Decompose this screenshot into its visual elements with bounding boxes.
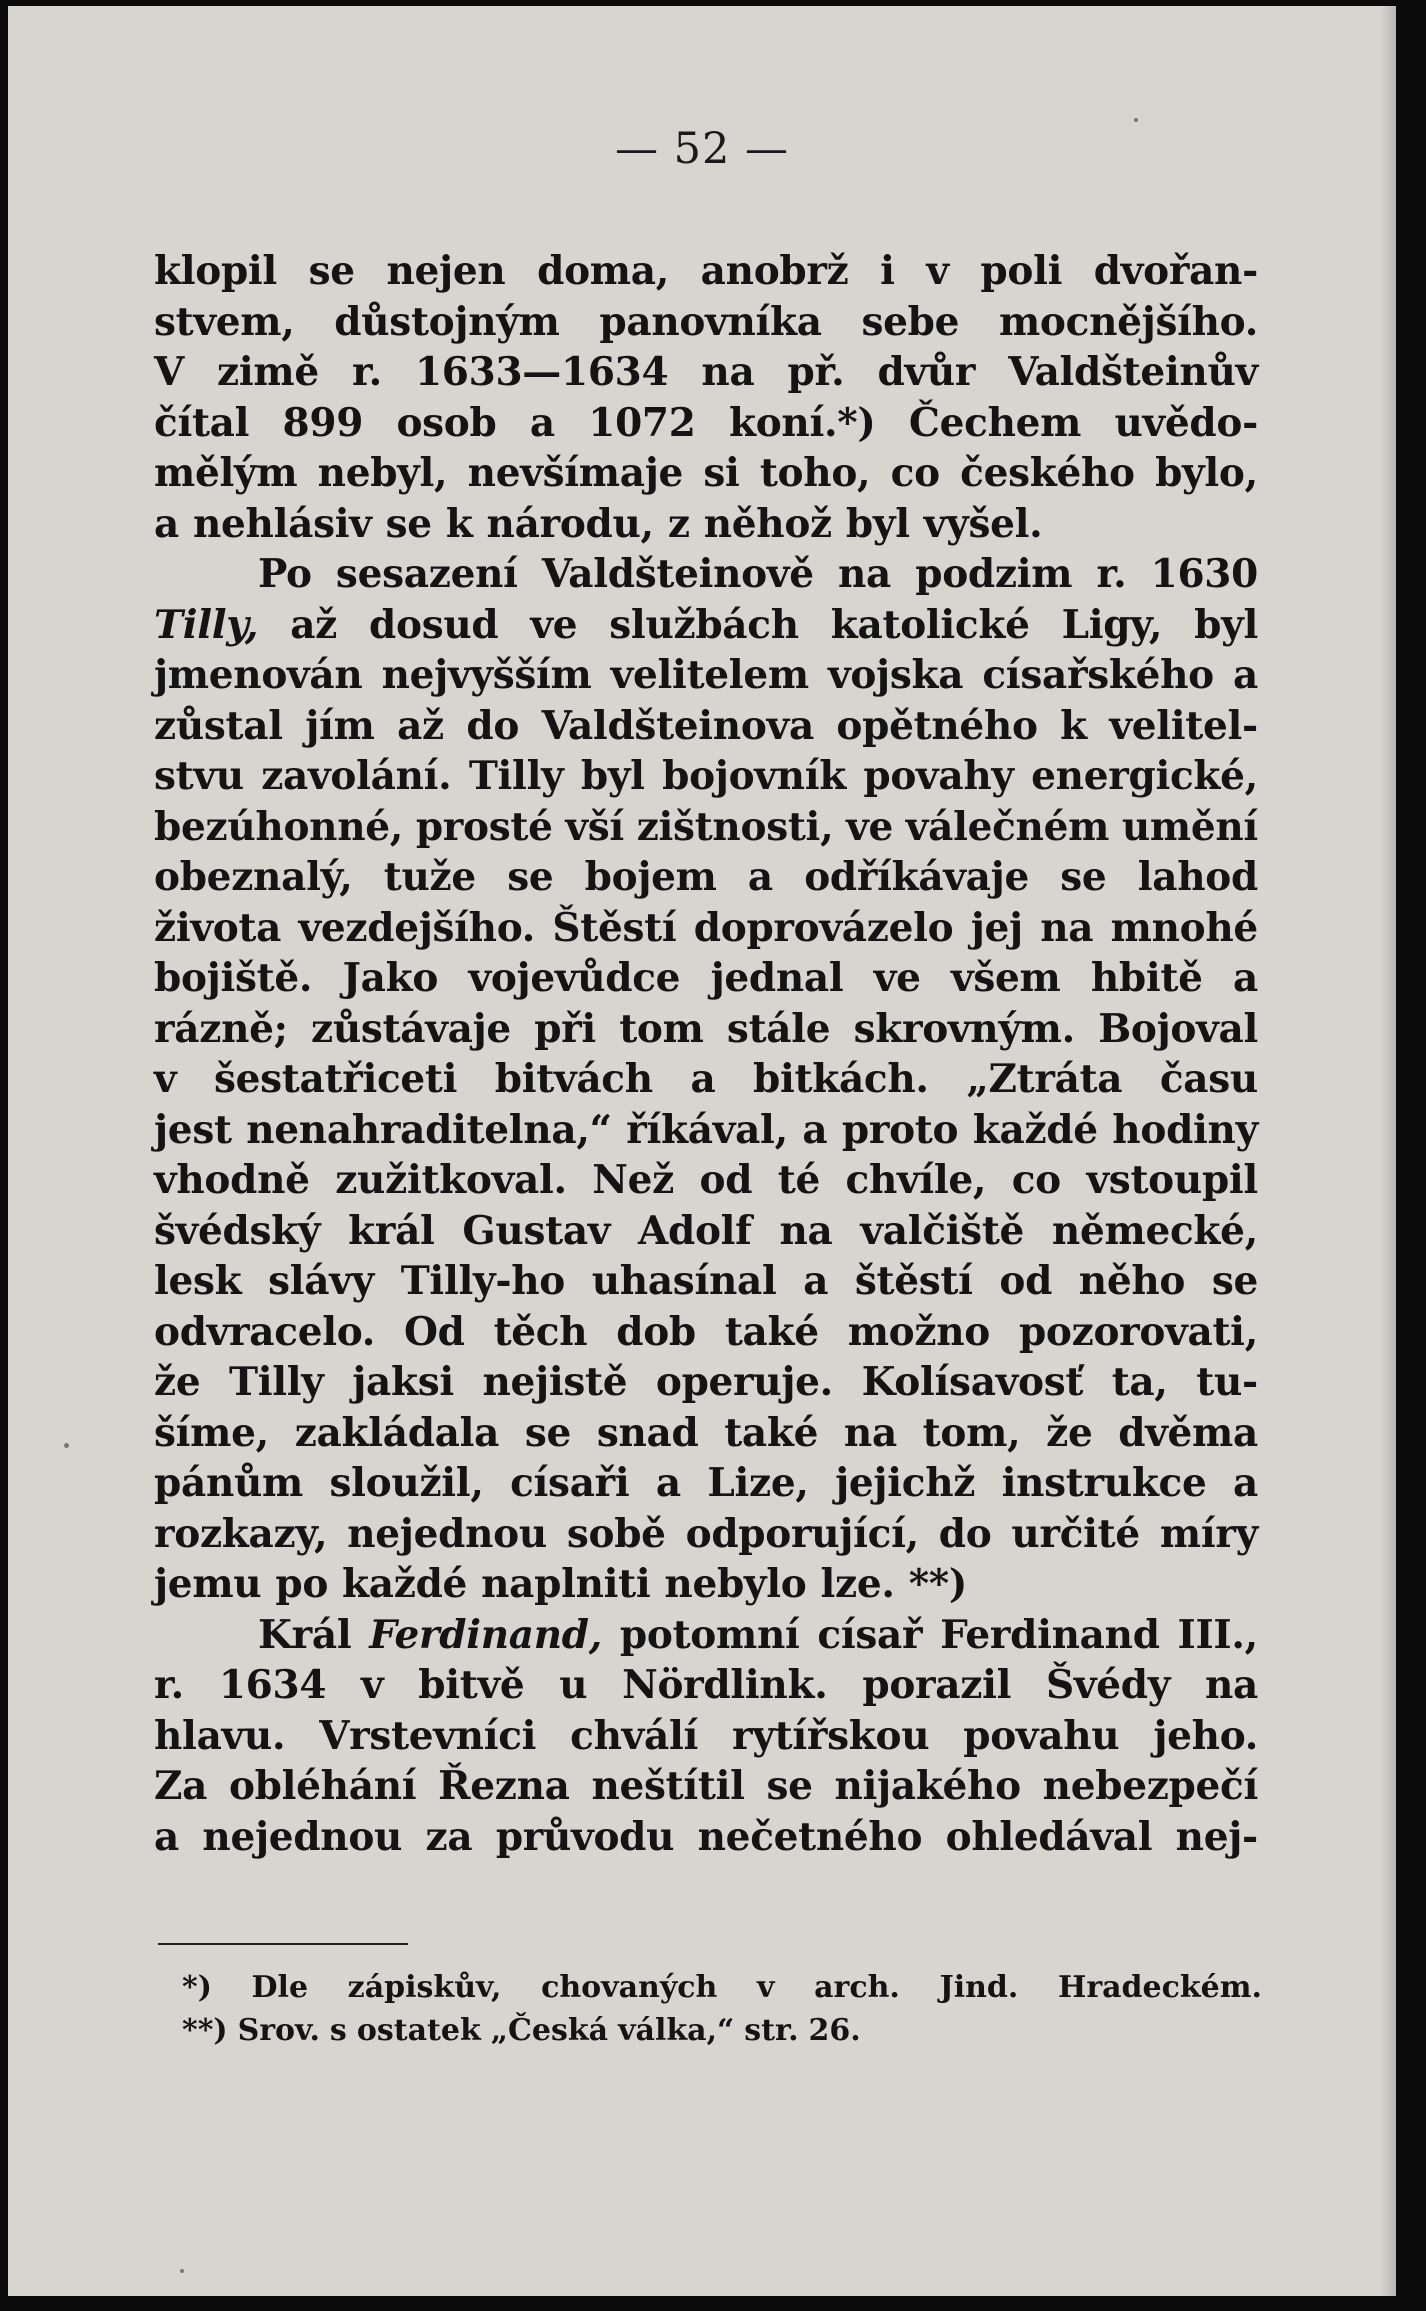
word: vojevůdce (468, 955, 681, 1001)
word: něho (1078, 1258, 1186, 1304)
word: osob (396, 399, 497, 446)
word: rozkazy, (154, 1510, 328, 1557)
word: k (1060, 702, 1087, 749)
word: také (724, 1308, 819, 1355)
word: vezdejšího. (298, 904, 536, 951)
word: Čechem (908, 399, 1082, 446)
word: Po (258, 551, 312, 597)
word: vyšel. (923, 500, 1043, 547)
word: **) (908, 1561, 968, 1607)
word: Gustav (462, 1207, 611, 1254)
word: vší (565, 803, 624, 850)
word: nečetného (697, 1813, 923, 1860)
word: V (154, 349, 184, 395)
word: německé, (1051, 1207, 1258, 1254)
word: po (275, 1561, 329, 1607)
text-line (154, 1054, 1258, 1105)
word: povahu (963, 1712, 1120, 1759)
word: dob (616, 1308, 696, 1355)
word: Ferdinand, (369, 1611, 603, 1658)
word: se (1211, 1258, 1258, 1304)
word: do (466, 702, 520, 749)
word: prosté (415, 803, 553, 850)
paper-speck (1134, 118, 1138, 122)
footnote-separator (158, 1943, 408, 1945)
word: byl (580, 753, 645, 799)
text-line (154, 953, 1258, 1004)
word: možno (847, 1308, 990, 1355)
word: energické, (1031, 753, 1258, 799)
word: instrukce (1001, 1460, 1207, 1506)
word: při (534, 1005, 596, 1052)
word: sebe (861, 298, 960, 345)
word: lze. (820, 1561, 895, 1607)
word: dosud (369, 601, 499, 648)
word: potomní (619, 1611, 800, 1658)
word: mělým (154, 450, 298, 496)
word: hodiny (1112, 1106, 1258, 1153)
word: průvodu (495, 1813, 675, 1860)
word: toho, (759, 450, 871, 496)
text-line (154, 1761, 1258, 1812)
word: nejednou (202, 1813, 403, 1860)
word: 26. (808, 2013, 861, 2048)
word: se (308, 248, 355, 294)
word: se (524, 1409, 572, 1456)
word: odporující, (685, 1510, 919, 1557)
word: velitel- (1109, 702, 1258, 749)
word: válka,“ (618, 2013, 735, 2048)
word: říkával, (626, 1106, 788, 1153)
paper-speck (64, 1443, 69, 1448)
text-line (154, 1559, 1258, 1610)
paper-speck (180, 2269, 184, 2273)
word: Štěstí (552, 904, 677, 951)
word: valčiště (860, 1207, 1025, 1254)
word: si (703, 450, 740, 496)
word: mocnějšího. (998, 298, 1258, 345)
text-line (154, 852, 1258, 903)
word: zůstal (154, 702, 283, 749)
word: 1634 (218, 1662, 327, 1708)
word: byl (845, 500, 910, 547)
text-line (154, 1155, 1258, 1206)
word: šíme, (154, 1409, 269, 1456)
word: Než (592, 1157, 674, 1203)
word: proto (841, 1106, 959, 1153)
word: bitvě (418, 1662, 525, 1708)
word: ve (873, 955, 921, 1001)
word: jaksi (352, 1359, 454, 1405)
word: sobě (566, 1510, 666, 1557)
word: poli (980, 248, 1063, 294)
word: bitkách. (753, 1056, 929, 1102)
word: Valdšteinově (541, 551, 814, 597)
book-page (8, 6, 1396, 2296)
word: umění (1121, 803, 1258, 850)
word: tom, (922, 1409, 1021, 1456)
word: se (766, 1763, 813, 1809)
word: slávy (268, 1258, 374, 1304)
word: rytířskou (732, 1712, 930, 1759)
word: nej- (1175, 1813, 1258, 1860)
word: jím (305, 702, 375, 749)
word: jejichž (835, 1460, 976, 1506)
word: III., (1177, 1611, 1258, 1658)
word: každé (342, 1561, 468, 1607)
word: Tilly (468, 753, 564, 799)
text-line (154, 1660, 1258, 1711)
word: Tilly (228, 1359, 324, 1405)
word: Dle (251, 1970, 309, 2005)
word: každé (972, 1106, 1098, 1153)
text-line (154, 1105, 1258, 1156)
word: Ferdinand (940, 1611, 1160, 1658)
text-line (154, 1610, 1258, 1661)
text-line (154, 246, 1258, 297)
word: a (154, 1813, 179, 1860)
text-line (154, 1408, 1258, 1459)
word: ta, (1111, 1359, 1168, 1405)
word: Lize, (707, 1460, 809, 1506)
word: odvracelo. (154, 1308, 376, 1355)
word: chovaných (541, 1970, 718, 2005)
word: určité (1011, 1510, 1140, 1557)
word: bojem (584, 854, 717, 900)
body-text (154, 246, 1258, 1862)
word: důstojným (334, 298, 560, 345)
word: doma, (537, 248, 669, 294)
word: str. (744, 2013, 799, 2048)
text-line (154, 398, 1258, 449)
word: v (926, 248, 949, 294)
word: také (724, 1409, 819, 1456)
word: zakládala (294, 1409, 500, 1456)
word: a (655, 1460, 681, 1506)
text-line (154, 751, 1258, 802)
word: chválí (570, 1712, 699, 1759)
word: porazil (862, 1662, 1012, 1708)
word: 1072 (588, 399, 696, 446)
word: katolické (830, 601, 1030, 648)
word: jednal (710, 955, 844, 1001)
word: z (667, 500, 690, 547)
word: Hradeckém. (1057, 1970, 1262, 2005)
word: bojovník (662, 753, 846, 799)
word: Za (154, 1763, 208, 1809)
word: „Ztráta (966, 1056, 1123, 1102)
word: čítal (154, 399, 250, 446)
text-line (154, 1256, 1258, 1307)
word: r. (351, 349, 382, 395)
word: bitvách (494, 1056, 653, 1102)
word: zužitkoval. (335, 1157, 567, 1203)
word: operuje. (655, 1359, 833, 1405)
word: až (290, 601, 338, 648)
word: neštítil (591, 1763, 745, 1809)
word: císaři (510, 1460, 630, 1506)
word: jest (154, 1106, 232, 1153)
word: co (890, 450, 940, 496)
word: a (747, 854, 773, 900)
word: jej (970, 904, 1023, 951)
word: nejvyšším (381, 652, 592, 698)
word: a (803, 1258, 829, 1304)
word: král (348, 1207, 435, 1254)
word: s (329, 2013, 347, 2048)
word: nevšímaje (467, 450, 684, 496)
text-line (154, 802, 1258, 853)
word: naplniti (481, 1561, 651, 1607)
text-line (154, 1812, 1258, 1863)
word: šestatřiceti (213, 1056, 458, 1102)
word: na (1204, 1662, 1258, 1708)
word: Valdšteinova (541, 702, 814, 749)
word: k (445, 500, 473, 547)
word: že (154, 1359, 201, 1405)
word: se (385, 500, 432, 547)
word: povahy (863, 753, 1014, 799)
word: co (1011, 1157, 1061, 1203)
word: Jako (342, 955, 439, 1001)
text-line (154, 1206, 1258, 1257)
word: Srov. (237, 2013, 320, 2048)
word: a (529, 399, 555, 446)
word: r. (1096, 551, 1127, 597)
word: jemu (154, 1561, 262, 1607)
word: podzim (915, 551, 1073, 597)
word: zimě (217, 349, 319, 395)
word: té (777, 1157, 820, 1203)
word: na (837, 551, 892, 597)
word: sesazení (335, 551, 518, 597)
word: vstoupil (1086, 1157, 1258, 1203)
word: štěstí (854, 1258, 973, 1304)
word: na (779, 1207, 833, 1254)
word: vhodně (154, 1157, 310, 1203)
word: Vrstevníci (319, 1712, 537, 1759)
word: v (757, 1970, 775, 2005)
word: všem (951, 955, 1061, 1001)
text-line (154, 701, 1258, 752)
word: ostatek (356, 2013, 481, 2048)
word: od (999, 1258, 1053, 1304)
word: se (507, 854, 554, 900)
text-line (154, 650, 1258, 701)
word: Ligy, (1061, 601, 1163, 648)
word: bezúhonné, (154, 803, 404, 850)
word: nebylo (664, 1561, 807, 1607)
page-spine-shadow (1380, 6, 1396, 2296)
word: ohledával (945, 1813, 1153, 1860)
word: vojska (827, 652, 964, 698)
word: něhož (703, 500, 832, 547)
text-line (154, 1711, 1258, 1762)
word: skrovným. (853, 1005, 1075, 1052)
word: na (843, 1409, 897, 1456)
text-line (154, 448, 1258, 499)
footnote (182, 1966, 1262, 2009)
word: anobrž (700, 248, 849, 294)
word: byl (1194, 601, 1258, 648)
word: že (1046, 1409, 1093, 1456)
word: 1630 (1150, 551, 1258, 597)
word: ve (846, 803, 893, 850)
word: Král (258, 1611, 352, 1658)
word: života (154, 904, 282, 951)
word: lahod (1137, 854, 1258, 900)
word: Nördlink. (622, 1662, 828, 1708)
word: 1633—1634 (414, 349, 669, 395)
word: tuže (383, 854, 476, 900)
word: Adolf (638, 1207, 752, 1254)
word: sloužil, (329, 1460, 484, 1506)
word: nenahraditelna,“ (246, 1106, 612, 1153)
word: císař (817, 1611, 923, 1658)
word: za (425, 1813, 473, 1860)
word: těch (493, 1308, 588, 1355)
word: tu- (1196, 1359, 1258, 1405)
word: národu, (486, 500, 654, 547)
word: uvědo- (1114, 399, 1258, 446)
word: „Česká (490, 2013, 609, 2048)
word: Valdšteinův (1008, 349, 1258, 395)
word: Kolísavosť (861, 1359, 1084, 1405)
word: uhasínal (591, 1258, 777, 1304)
word: panovníka (599, 298, 822, 345)
word: dvěma (1118, 1409, 1258, 1456)
word: dvořan- (1093, 248, 1258, 294)
word: zištnosti, (636, 803, 834, 850)
word: Bojoval (1098, 1005, 1258, 1052)
word: nehlásiv (192, 500, 372, 547)
word: v (361, 1662, 384, 1708)
word: obeznalý, (154, 854, 353, 900)
word: a (1232, 1460, 1258, 1506)
text-line (154, 347, 1258, 398)
word: dvůr (877, 349, 976, 395)
footnote (182, 2009, 1262, 2052)
footnotes (182, 1966, 1262, 2052)
word: a (1233, 652, 1258, 698)
word: Tilly, (154, 601, 259, 648)
word: Švédy (1046, 1662, 1171, 1708)
word: a (154, 500, 179, 547)
word: službách (609, 601, 799, 648)
word: Od (403, 1308, 465, 1355)
word: nebyl, (317, 450, 448, 496)
word: a (1233, 955, 1258, 1001)
word: zápiskův, (347, 1970, 502, 2005)
word: nejistě (482, 1359, 628, 1405)
word: př. (787, 349, 845, 395)
word: stvem, (154, 298, 295, 345)
text-line (154, 903, 1258, 954)
text-line (154, 1509, 1258, 1560)
word: doprovázelo (693, 904, 954, 951)
word: nijakého (834, 1763, 1021, 1809)
word: do (938, 1510, 992, 1557)
word: hlavu. (154, 1712, 286, 1759)
word: ve (530, 601, 578, 648)
word: bylo, (1155, 450, 1258, 496)
word: pánům (154, 1460, 304, 1506)
word: válečném (905, 803, 1110, 850)
word: císařského (982, 652, 1214, 698)
text-line (154, 1357, 1258, 1408)
word: a (802, 1106, 828, 1153)
text-line (154, 549, 1258, 600)
word: Jind. (939, 1970, 1019, 2005)
word: švédský (154, 1207, 321, 1254)
word: hbitě (1090, 955, 1203, 1001)
word: r. (154, 1662, 184, 1708)
text-line (154, 297, 1258, 348)
word: se (1060, 854, 1107, 900)
word: nebezpečí (1042, 1763, 1258, 1809)
word: jmenován (154, 652, 363, 698)
word: na (1040, 904, 1094, 951)
word: klopil (154, 248, 277, 294)
word: českého (960, 450, 1135, 496)
word: až (397, 702, 444, 749)
word: opětného (836, 702, 1038, 749)
word: nejednou (347, 1510, 547, 1557)
word: zůstávaje (311, 1005, 511, 1052)
word: i (880, 248, 895, 294)
word: arch. (814, 1970, 900, 2005)
word: rázně; (154, 1005, 288, 1052)
word: pozorovati, (1018, 1308, 1258, 1355)
text-line (154, 600, 1258, 651)
word: **) (182, 2013, 228, 2048)
word: mnohé (1110, 904, 1258, 951)
word: na (701, 349, 755, 395)
word: lesk (154, 1258, 242, 1304)
word: míry (1159, 1510, 1258, 1557)
page-number: — 52 — (614, 124, 790, 174)
text-line (154, 1004, 1258, 1055)
word: u (559, 1662, 588, 1708)
text-line (154, 1307, 1258, 1358)
word: velitelem (610, 652, 809, 698)
word: času (1159, 1056, 1258, 1102)
word: nejen (386, 248, 506, 294)
word: 899 (282, 399, 364, 446)
word: jeho. (1153, 1712, 1258, 1759)
word: stvu (154, 753, 244, 799)
word: od (699, 1157, 753, 1203)
word: zavolání. (261, 753, 452, 799)
text-line (154, 499, 1258, 550)
word: tom (619, 1005, 704, 1052)
word: snad (596, 1409, 699, 1456)
word: Řezna (438, 1763, 570, 1809)
word: odříkávaje (804, 854, 1029, 900)
word: bojiště. (154, 955, 313, 1001)
word: stále (726, 1005, 831, 1052)
word: a (690, 1056, 716, 1102)
word: v (154, 1056, 177, 1102)
word: *) (182, 1970, 212, 2005)
text-line (154, 1458, 1258, 1509)
word: obléhání (228, 1763, 417, 1809)
word: Tilly-ho (400, 1258, 565, 1304)
word: chvíle, (845, 1157, 987, 1203)
word: koní.*) (728, 399, 876, 446)
